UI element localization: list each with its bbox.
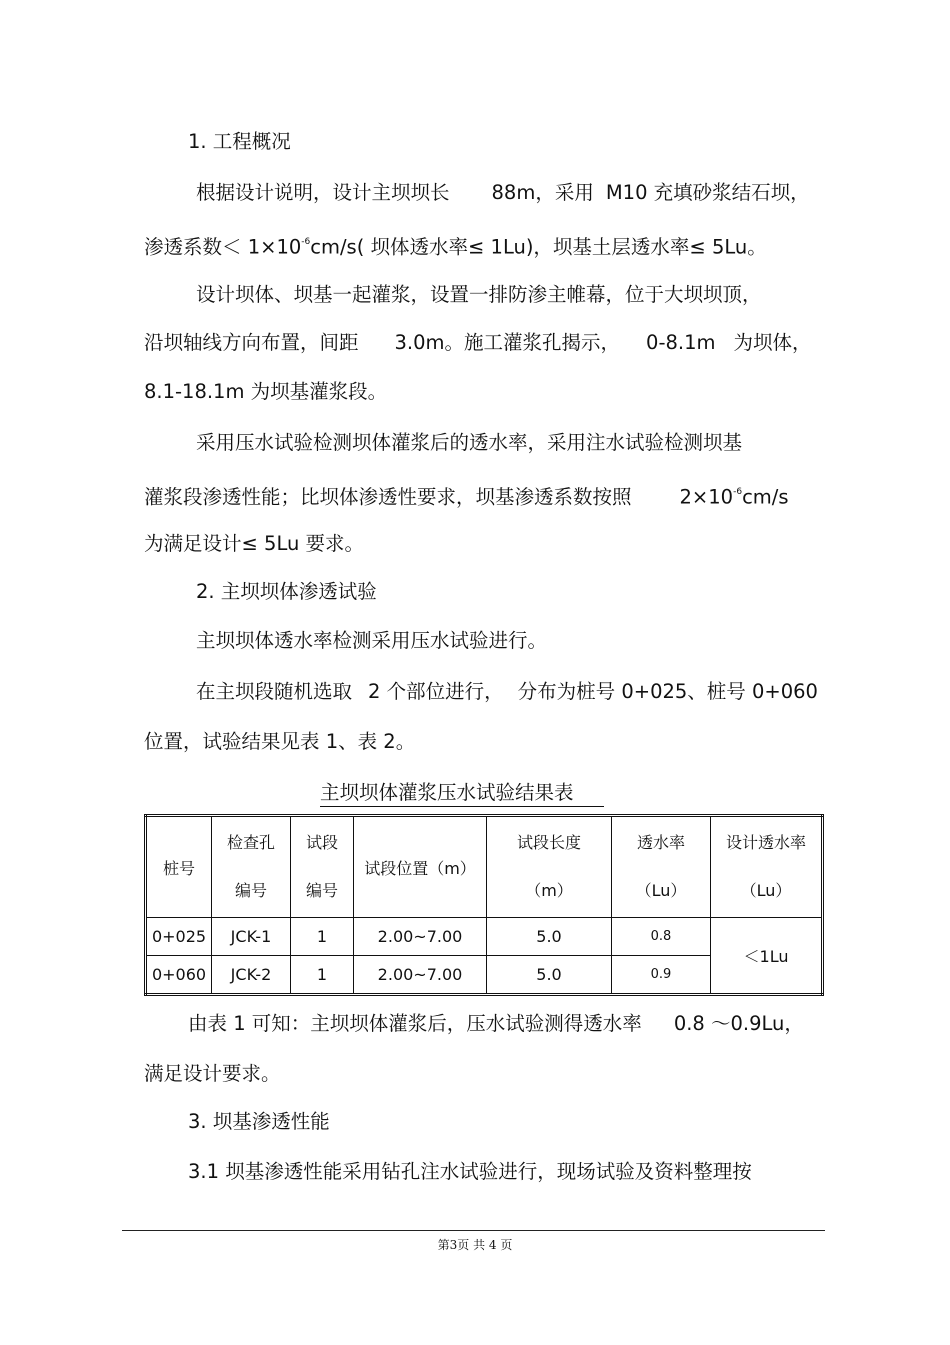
header-length: 试段长度 （m） <box>487 816 612 918</box>
footer-divider <box>122 1230 825 1231</box>
cell-position: 2.00~7.00 <box>354 956 487 995</box>
cell-position: 2.00~7.00 <box>354 918 487 956</box>
table-header-row <box>146 816 823 918</box>
cell-segment: 1 <box>291 956 354 995</box>
header-position: 试段位置（m） <box>354 816 487 918</box>
paragraph-2-line-1: 设计坝体、坝基一起灌浆，设置一排防渗主帷幕，位于大坝坝顶， <box>196 283 762 306</box>
cell-segment: 1 <box>291 918 354 956</box>
cell-length: 5.0 <box>487 918 612 956</box>
paragraph-2-line-3: 8.1-18.1m 为坝基灌浆段。 <box>144 380 388 403</box>
cell-length: 5.0 <box>487 956 612 995</box>
paragraph-1-line-1: 根据设计说明，设计主坝坝长 88m，采用 M10 充填砂浆结石坝， <box>196 181 810 204</box>
cell-hole: JCK-1 <box>212 918 291 956</box>
cell-permeability: 0.9 <box>612 956 711 995</box>
section-1-heading: 1. 工程概况 <box>188 130 291 153</box>
paragraph-6-line-2: 满足设计要求。 <box>144 1062 281 1085</box>
header-hole: 检查孔 编号 <box>212 816 291 918</box>
paragraph-2-line-2: 沿坝轴线方向布置，间距 3.0m。施工灌浆孔揭示， 0-8.1m 为坝体， <box>144 331 812 354</box>
cell-hole: JCK-2 <box>212 956 291 995</box>
cell-station: 0+025 <box>146 918 212 956</box>
paragraph-4: 主坝坝体透水率检测采用压水试验进行。 <box>196 629 548 652</box>
paragraph-3-line-1: 采用压水试验检测坝体灌浆后的透水率，采用注水试验检测坝基 <box>196 431 743 454</box>
paragraph-7: 3.1 坝基渗透性能采用钻孔注水试验进行，现场试验及资料整理按 <box>188 1160 752 1183</box>
header-design-permeability: 设计透水率 （Lu） <box>711 816 823 918</box>
paragraph-3-line-2: 灌浆段渗透性能；比坝体渗透性要求，坝基渗透系数按照 $2\times 10^{-6}cm/s$ <box>144 485 789 509</box>
cell-permeability: 0.8 <box>612 918 711 956</box>
paragraph-1-line-2: 渗透系数＜ $1\times 10^{-6}cm/s$( 坝体透水率≤ 1Lu)，坝基土层透水率≤ 5Lu。 <box>144 235 767 259</box>
header-permeability: 透水率 （Lu） <box>612 816 711 918</box>
cell-design-permeability: ＜1Lu <box>711 918 823 995</box>
table-row <box>146 918 823 956</box>
section-3-heading: 3. 坝基渗透性能 <box>188 1110 330 1133</box>
paragraph-5-line-2: 位置，试验结果见表 1、表 2。 <box>144 730 416 753</box>
cell-station: 0+060 <box>146 956 212 995</box>
table-caption: 主坝坝体灌浆压水试验结果表 <box>320 780 604 807</box>
paragraph-5-line-1: 在主坝段随机选取 2 个部位进行， 分布为桩号 0+025、桩号 0+060 <box>196 680 818 703</box>
header-segment: 试段 编号 <box>291 816 354 918</box>
paragraph-6-line-1: 由表 1 可知：主坝坝体灌浆后，压水试验测得透水率 0.8 ～0.9Lu， <box>188 1012 804 1035</box>
header-station: 桩号 <box>146 816 212 918</box>
paragraph-3-line-3: 为满足设计≤ 5Lu 要求。 <box>144 532 365 555</box>
results-table <box>144 814 824 996</box>
section-2-heading: 2. 主坝坝体渗透试验 <box>196 580 377 603</box>
page-footer: 第3页 共 4 页 <box>437 1238 513 1252</box>
